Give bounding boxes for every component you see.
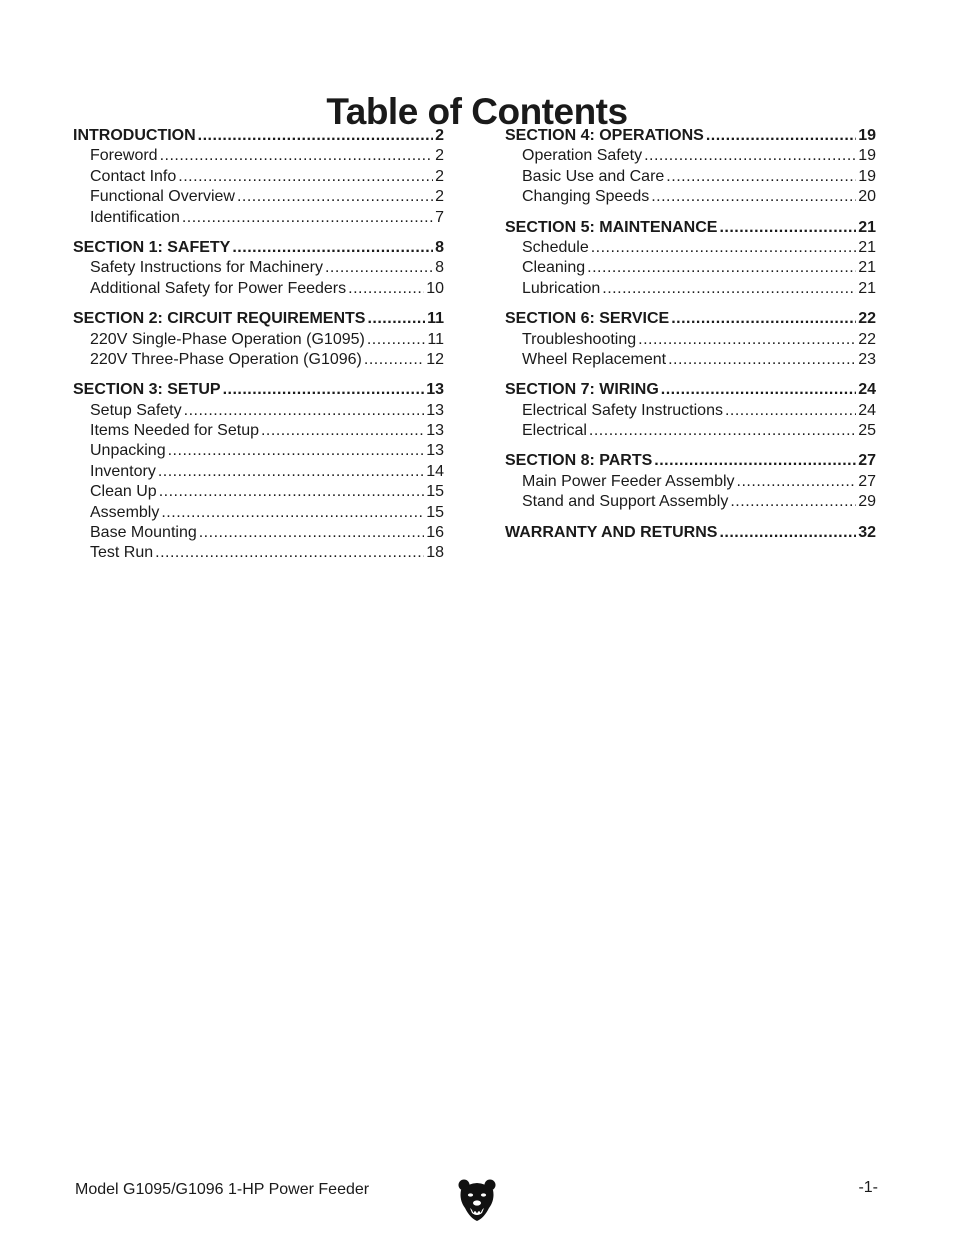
toc-section-heading-label: SECTION 8: PARTS <box>505 452 653 470</box>
toc-section-heading-page: 24 <box>858 381 876 399</box>
dot-leader <box>725 401 856 421</box>
toc-entry-label: Basic Use and Care <box>522 167 665 185</box>
toc-section-heading[interactable] <box>73 309 444 329</box>
dot-leader <box>348 279 424 299</box>
toc-entry-label: Wheel Replacement <box>522 350 667 368</box>
dot-leader <box>591 238 856 258</box>
toc-entry-label: Electrical Safety Instructions <box>522 401 723 419</box>
toc-entry-label: 220V Three-Phase Operation (G1096) <box>90 350 362 368</box>
toc-section-heading[interactable] <box>505 380 876 400</box>
toc-entry[interactable] <box>73 462 444 482</box>
toc-section-heading-label: SECTION 1: SAFETY <box>73 238 231 256</box>
dot-leader <box>184 401 425 421</box>
dot-leader <box>232 238 433 258</box>
dot-leader <box>325 258 433 278</box>
toc-entry[interactable] <box>73 258 444 278</box>
dot-leader <box>730 492 856 512</box>
toc-entry-label: Test Run <box>90 544 154 562</box>
toc-entry-label: Items Needed for Setup <box>90 422 259 440</box>
toc-section-heading[interactable] <box>505 523 876 543</box>
toc-section <box>505 309 876 370</box>
dot-leader <box>654 451 856 471</box>
toc-entry[interactable] <box>73 350 444 370</box>
dot-leader <box>661 380 856 400</box>
toc-entry[interactable] <box>505 492 876 512</box>
dot-leader <box>644 146 856 166</box>
toc-entry[interactable] <box>505 238 876 258</box>
toc-entry-page: 8 <box>435 259 444 277</box>
toc-section-heading[interactable] <box>73 380 444 400</box>
toc-section <box>505 126 876 208</box>
toc-entry-page: 7 <box>435 208 444 226</box>
toc-section-heading-label: INTRODUCTION <box>73 127 196 144</box>
toc-entry[interactable] <box>73 543 444 563</box>
toc-section-heading-page: 8 <box>435 238 444 256</box>
toc-entry-label: Schedule <box>522 238 589 256</box>
toc-section <box>73 380 444 564</box>
toc-entry[interactable] <box>73 503 444 523</box>
dot-leader <box>706 126 856 146</box>
toc-entry[interactable] <box>73 330 444 350</box>
toc-left-column <box>73 126 444 574</box>
toc-section <box>73 126 444 228</box>
toc-entry[interactable] <box>505 258 876 278</box>
toc-section-heading-label: SECTION 3: SETUP <box>73 381 221 399</box>
toc-entry-label: Functional Overview <box>90 188 235 206</box>
toc-entry-page: 10 <box>426 279 444 297</box>
toc-entry-page: 25 <box>858 422 876 440</box>
toc-entry-label: Contact Info <box>90 167 177 185</box>
toc-entry-page: 21 <box>858 259 876 277</box>
toc-entry-label: Lubrication <box>522 279 601 297</box>
dot-leader <box>589 421 856 441</box>
dot-leader <box>158 462 424 482</box>
dot-leader <box>223 380 425 400</box>
dot-leader <box>719 523 856 543</box>
dot-leader <box>602 279 856 299</box>
toc-section <box>505 451 876 512</box>
toc-entry[interactable] <box>73 523 444 543</box>
toc-entry-page: 2 <box>435 188 444 206</box>
toc-section-heading[interactable] <box>505 451 876 471</box>
toc-entry-label: Clean Up <box>90 483 157 501</box>
toc-entry-label: Base Mounting <box>90 524 197 542</box>
toc-entry-label: Safety Instructions for Machinery <box>90 259 323 277</box>
toc-entry-page: 23 <box>858 350 876 368</box>
toc-entry-label: Cleaning <box>522 259 586 277</box>
toc-entry-page: 29 <box>858 493 876 511</box>
dot-leader <box>651 187 856 207</box>
toc-entry-label: Assembly <box>90 503 160 521</box>
toc-entry-label: Operation Safety <box>522 147 643 165</box>
dot-leader <box>671 309 856 329</box>
toc-entry-page: 20 <box>858 188 876 206</box>
toc-section-heading-page: 2 <box>435 127 444 144</box>
toc-entry-label: Foreword <box>90 147 158 165</box>
toc-entry[interactable] <box>73 441 444 461</box>
toc-section-heading[interactable] <box>505 126 876 146</box>
toc-section-heading-label: SECTION 6: SERVICE <box>505 310 670 328</box>
toc-entry[interactable] <box>505 472 876 492</box>
toc-entry[interactable] <box>505 187 876 207</box>
footer-page-number: -1- <box>858 1179 878 1196</box>
toc-entry-page: 16 <box>426 524 444 542</box>
toc-section-heading-label: SECTION 7: WIRING <box>505 381 659 399</box>
footer-model: Model G1095/G1096 1-HP Power Feeder <box>75 1181 370 1198</box>
toc-entry-page: 19 <box>858 147 876 165</box>
toc-entry-page: 15 <box>426 503 444 521</box>
toc-entry-page: 24 <box>858 401 876 419</box>
toc-entry-label: Electrical <box>522 422 587 440</box>
toc-section <box>505 523 876 543</box>
dot-leader <box>237 187 433 207</box>
toc-entry-label: Stand and Support Assembly <box>522 493 729 511</box>
dot-leader <box>199 523 424 543</box>
toc-section-heading[interactable] <box>505 218 876 238</box>
dot-leader <box>719 218 856 238</box>
toc-section <box>73 238 444 299</box>
dot-leader <box>668 350 856 370</box>
toc-entry-page: 13 <box>426 401 444 419</box>
toc-entry[interactable] <box>73 401 444 421</box>
dot-leader <box>168 441 425 461</box>
toc-section-heading-label: SECTION 2: CIRCUIT REQUIREMENTS <box>73 310 366 328</box>
toc-entry-page: 13 <box>426 442 444 460</box>
dot-leader <box>364 350 424 370</box>
toc-section-heading-label: SECTION 4: OPERATIONS <box>505 127 704 144</box>
toc-section-heading-page: 19 <box>858 127 876 144</box>
dot-leader <box>737 472 857 492</box>
toc-entry-page: 11 <box>427 330 444 348</box>
toc-entry[interactable] <box>73 167 444 187</box>
toc-entry[interactable] <box>73 279 444 299</box>
toc-entry-page: 19 <box>858 167 876 185</box>
bear-head-logo-icon <box>457 1178 497 1222</box>
toc-entry[interactable] <box>505 350 876 370</box>
toc-entry[interactable] <box>73 421 444 441</box>
toc-right-column <box>505 126 876 553</box>
toc-section-heading[interactable] <box>73 238 444 258</box>
toc-entry-page: 18 <box>426 544 444 562</box>
toc-entry-page: 15 <box>426 483 444 501</box>
toc-entry[interactable] <box>505 167 876 187</box>
dot-leader <box>161 503 424 523</box>
toc-section-heading-label: WARRANTY AND RETURNS <box>505 523 718 541</box>
dot-leader <box>587 258 856 278</box>
toc-entry-page: 22 <box>858 330 876 348</box>
toc-entry-label: Unpacking <box>90 442 166 460</box>
toc-section-heading[interactable] <box>73 126 444 146</box>
toc-entry-label: Changing Speeds <box>522 188 650 206</box>
toc-entry-page: 27 <box>858 472 876 490</box>
toc-entry-page: 21 <box>858 279 876 297</box>
toc-entry-page: 2 <box>435 167 444 185</box>
toc-section <box>505 380 876 441</box>
toc-entry[interactable] <box>505 146 876 166</box>
dot-leader <box>155 543 424 563</box>
toc-entry-page: 21 <box>858 238 876 256</box>
toc-entry-label: Troubleshooting <box>522 330 637 348</box>
toc-entry[interactable] <box>73 208 444 228</box>
toc-entry-label: 220V Single-Phase Operation (G1095) <box>90 330 365 348</box>
dot-leader <box>666 167 856 187</box>
toc-entry[interactable] <box>505 421 876 441</box>
toc-entry[interactable] <box>505 279 876 299</box>
dot-leader <box>182 208 433 228</box>
toc-section <box>73 309 444 370</box>
dot-leader <box>198 126 433 146</box>
dot-leader <box>367 330 426 350</box>
toc-section-heading-page: 22 <box>858 310 876 328</box>
toc-entry-page: 13 <box>426 422 444 440</box>
toc-section-heading-label: SECTION 5: MAINTENANCE <box>505 218 718 236</box>
dot-leader <box>159 482 425 502</box>
toc-section-heading-page: 13 <box>426 381 444 399</box>
toc-entry-label: Additional Safety for Power Feeders <box>90 279 347 297</box>
toc-entry-label: Setup Safety <box>90 401 182 419</box>
toc-entry-label: Inventory <box>90 462 156 480</box>
dot-leader <box>261 421 424 441</box>
toc-entry-label: Identification <box>90 208 180 226</box>
toc-section-heading-page: 11 <box>427 310 444 328</box>
toc-entry[interactable] <box>73 146 444 166</box>
toc-section <box>505 218 876 300</box>
toc-section-heading-page: 27 <box>858 452 876 470</box>
toc-entry-label: Main Power Feeder Assembly <box>522 472 735 490</box>
toc-section-heading-page: 21 <box>858 218 876 236</box>
toc-entry[interactable] <box>505 401 876 421</box>
toc-entry[interactable] <box>73 187 444 207</box>
dot-leader <box>367 309 425 329</box>
dot-leader <box>178 167 433 187</box>
toc-entry-page: 2 <box>435 147 444 165</box>
toc-entry[interactable] <box>505 330 876 350</box>
page-title: Table of Contents <box>326 90 628 132</box>
dot-leader <box>160 146 434 166</box>
toc-section-heading[interactable] <box>505 309 876 329</box>
toc-entry[interactable] <box>73 482 444 502</box>
toc-entry-page: 12 <box>426 350 444 368</box>
toc-entry-page: 14 <box>426 462 444 480</box>
dot-leader <box>638 330 856 350</box>
toc-section-heading-page: 32 <box>858 523 876 541</box>
